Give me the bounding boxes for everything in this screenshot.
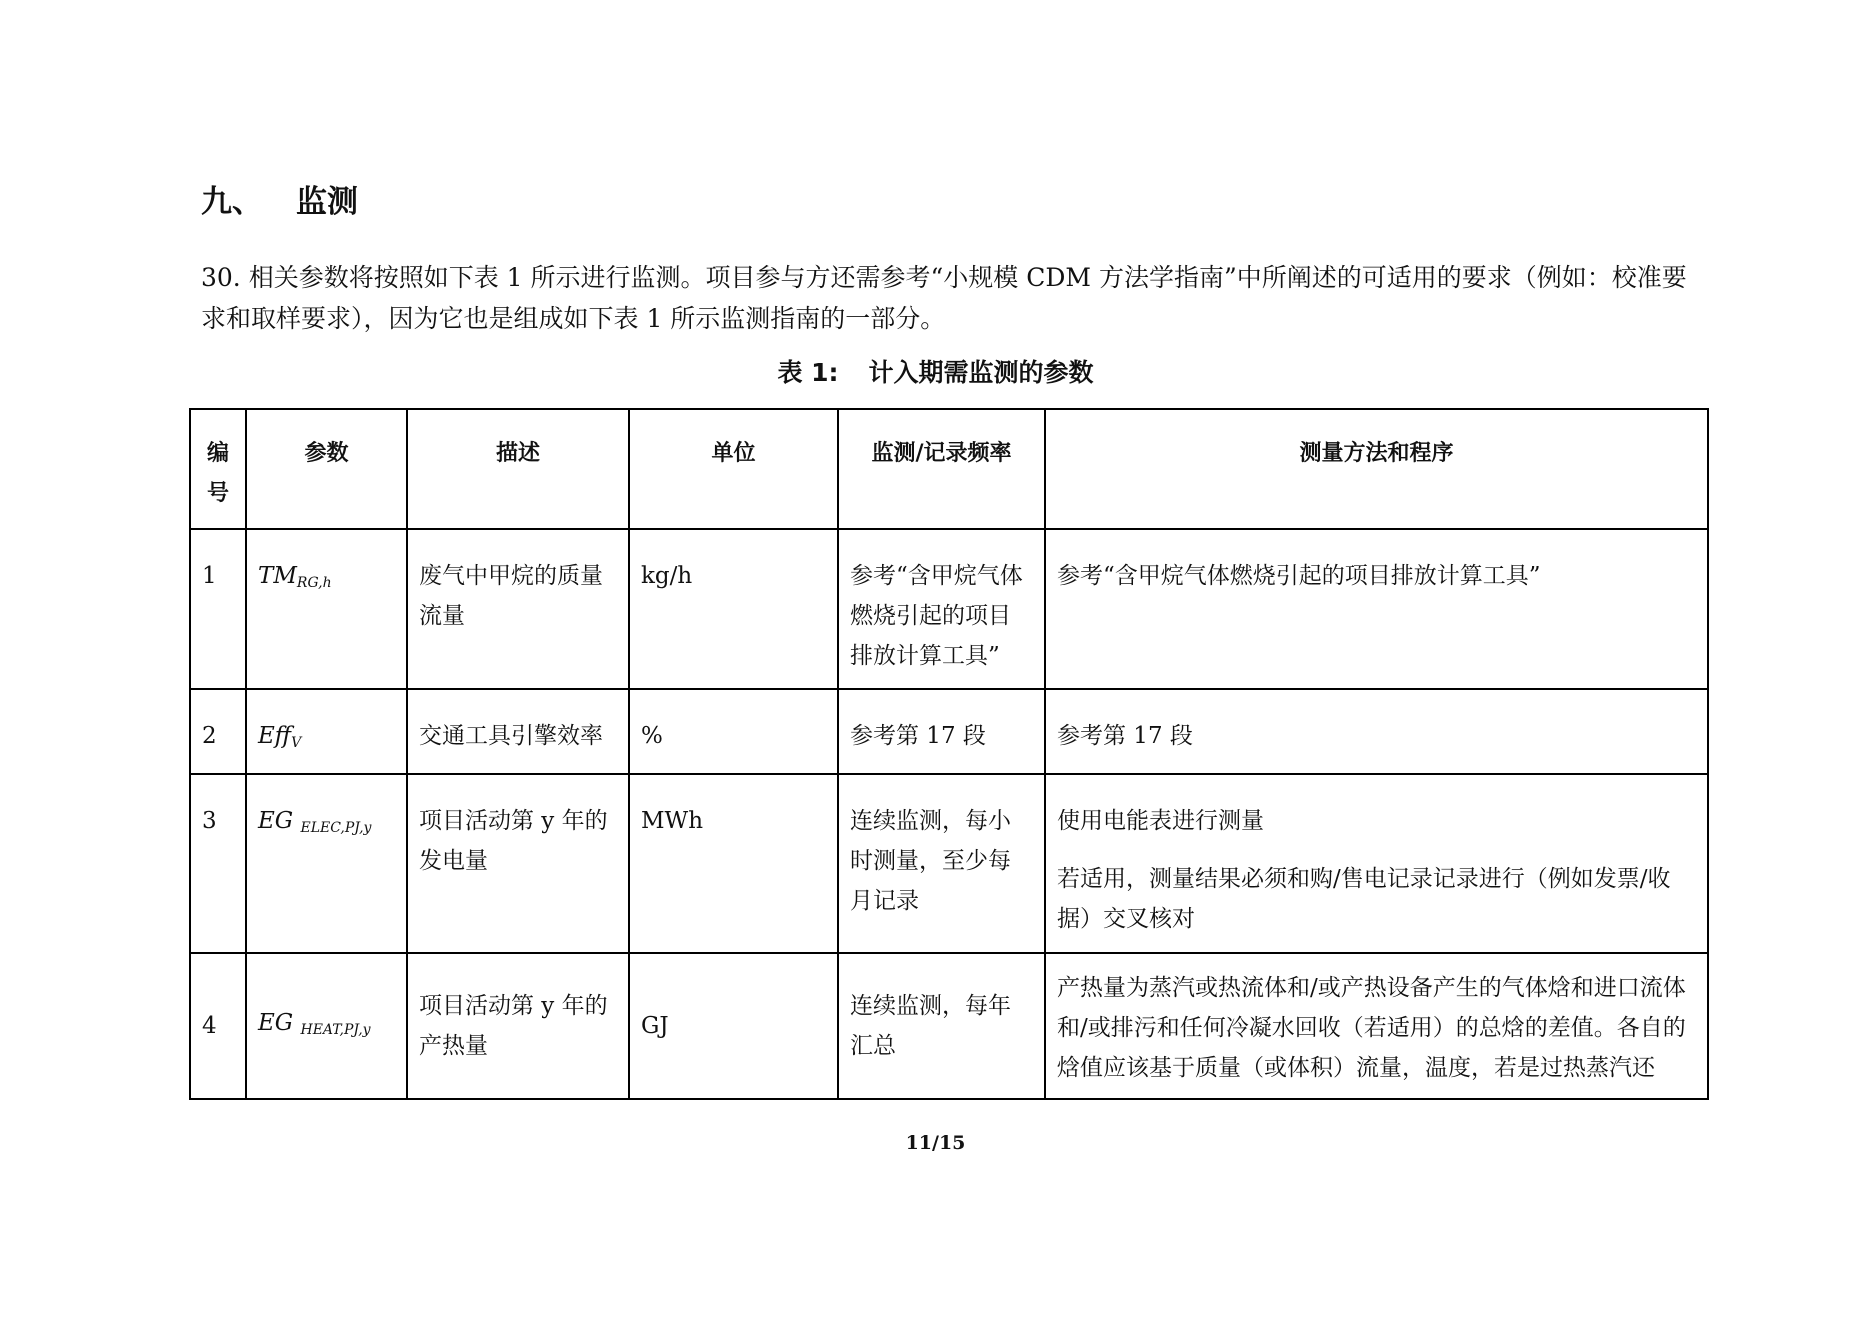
cell-no: 1 — [190, 529, 246, 689]
table-caption-title: 计入期需监测的参数 — [868, 358, 1094, 387]
cell-freq: 连续监测，每小时测量，至少每月记录 — [838, 774, 1045, 953]
method-text: 若适用，测量结果必须和购/售电记录记录进行（例如发票/收据）交叉核对 — [1057, 866, 1671, 932]
param-subscript: V — [291, 735, 302, 751]
cell-unit: % — [629, 689, 838, 774]
table-row — [190, 689, 1708, 774]
param-main: TM — [258, 563, 297, 589]
cell-method — [1045, 529, 1708, 689]
header-method: 测量方法和程序 — [1045, 409, 1708, 529]
page-number: 11/15 — [905, 1132, 966, 1154]
cell-no: 3 — [190, 774, 246, 953]
header-no: 编号 — [190, 409, 246, 529]
param-subscript: RG,h — [296, 575, 332, 591]
param-main: Eff — [258, 723, 292, 749]
param-main: EG — [258, 1009, 301, 1036]
monitoring-parameters-table — [189, 408, 1709, 1100]
param-symbol — [258, 1010, 371, 1036]
param-subscript: HEAT,PJ,y — [300, 1021, 371, 1038]
section-title: 监测 — [296, 184, 358, 220]
paragraph-30 — [201, 257, 1691, 339]
param-symbol — [258, 723, 301, 749]
cell-param — [246, 529, 407, 689]
cell-method — [1045, 689, 1708, 774]
cell-desc: 项目活动第 y 年的产热量 — [407, 953, 629, 1099]
cell-no: 4 — [190, 953, 246, 1099]
method-text: 参考第 17 段 — [1057, 723, 1193, 749]
paragraph-number: 30. — [201, 263, 241, 292]
table-row — [190, 529, 1708, 689]
cell-unit: GJ — [629, 953, 838, 1099]
cell-desc: 废气中甲烷的质量流量 — [407, 529, 629, 689]
header-param: 参数 — [246, 409, 407, 529]
method-text: 使用电能表进行测量 — [1057, 808, 1264, 834]
paragraph-text: 相关参数将按照如下表 1 所示进行监测。项目参与方还需参考“小规模 CDM 方法学指南”中所阐述的可适用的要求（例如：校准要求和取样要求），因为它也是组成如下表 1 所示监测指南的一部分。 — [201, 263, 1687, 333]
cell-param — [246, 774, 407, 953]
cell-freq: 参考第 17 段 — [838, 689, 1045, 774]
method-text: 参考“含甲烷气体燃烧引起的项目排放计算工具” — [1057, 563, 1541, 589]
cell-freq: 连续监测，每年汇总 — [838, 953, 1045, 1099]
param-symbol — [258, 563, 332, 589]
cell-param — [246, 689, 407, 774]
param-main: EG — [258, 808, 301, 834]
cell-desc: 交通工具引擎效率 — [407, 689, 629, 774]
cell-unit: kg/h — [629, 529, 838, 689]
table-header-row — [190, 409, 1708, 529]
table-row — [190, 953, 1708, 1099]
table-row — [190, 774, 1708, 953]
cell-desc: 项目活动第 y 年的发电量 — [407, 774, 629, 953]
header-freq: 监测/记录频率 — [838, 409, 1045, 529]
header-desc: 描述 — [407, 409, 629, 529]
cell-method — [1045, 953, 1708, 1099]
cell-param — [246, 953, 407, 1099]
section-heading — [201, 176, 358, 221]
method-text: 产热量为蒸汽或热流体和/或产热设备产生的气体焓和进口流体和/或排污和任何冷凝水回收（若适用）的总焓的差值。各自的焓值应该基于质量（或体积）流量，温度，若是过热蒸汽还 — [1057, 975, 1686, 1081]
param-subscript: ELEC,PJ,y — [300, 820, 372, 836]
cell-unit: MWh — [629, 774, 838, 953]
cell-method — [1045, 774, 1708, 953]
table-caption — [0, 353, 1871, 389]
cell-freq: 参考“含甲烷气体燃烧引起的项目排放计算工具” — [838, 529, 1045, 689]
section-number: 九、 — [201, 184, 263, 220]
cell-no: 2 — [190, 689, 246, 774]
table-caption-label: 表 1: — [777, 358, 839, 387]
header-unit: 单位 — [629, 409, 838, 529]
param-symbol — [258, 808, 371, 834]
